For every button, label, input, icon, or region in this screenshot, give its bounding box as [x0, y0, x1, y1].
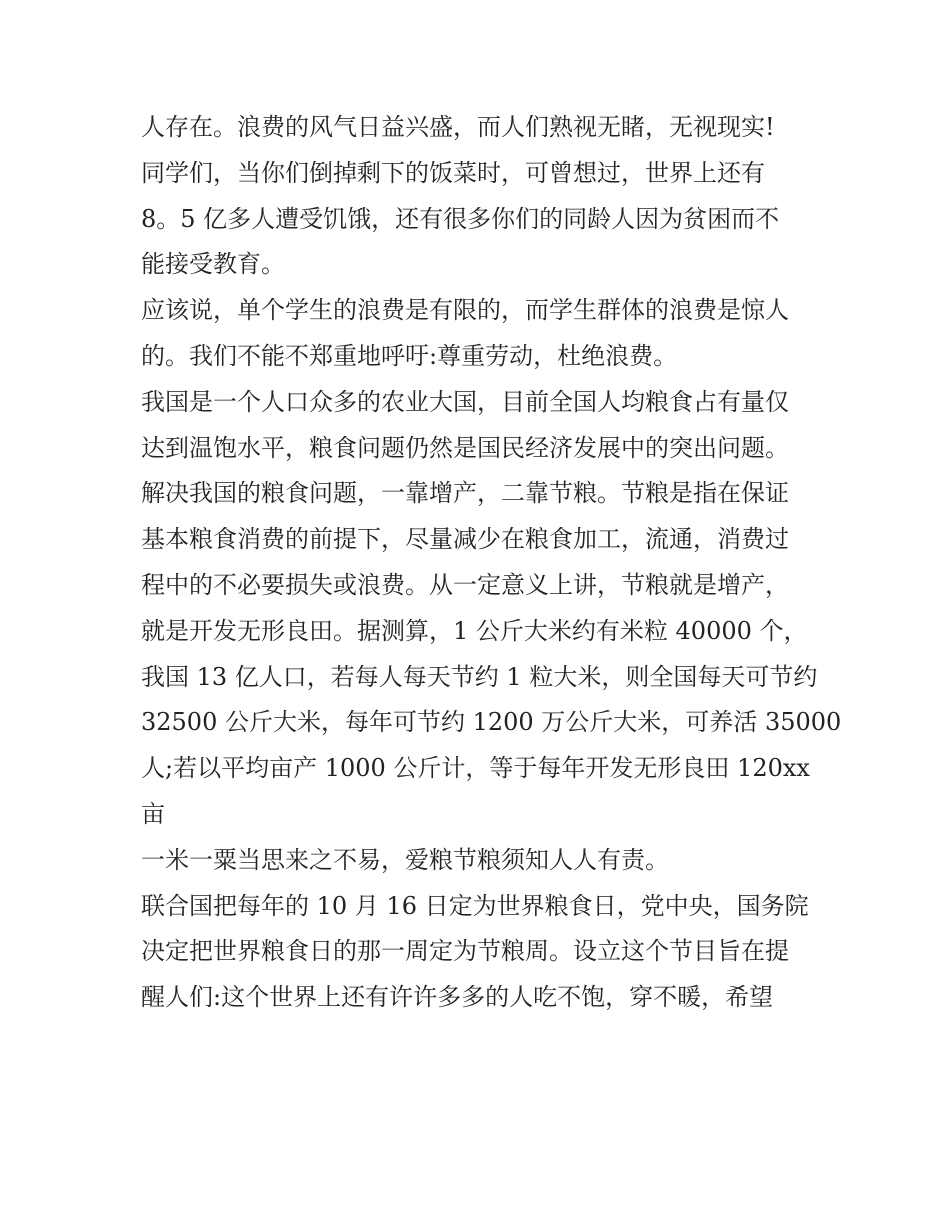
- text-line: 能接受教育。: [141, 250, 285, 279]
- text-line: 程中的不必要损失或浪费。从一定意义上讲，节粮就是增产，: [141, 570, 789, 599]
- text-line: 人存在。浪费的风气日益兴盛，而人们熟视无睹，无视现实!: [141, 113, 775, 141]
- text-line: 醒人们:这个世界上还有许许多多的人吃不饱，穿不暖，希望: [141, 983, 774, 1012]
- text-line: 联合国把每年的 10 月 16 日定为世界粮食日，党中央，国务院: [141, 891, 809, 920]
- text-line: 应该说，单个学生的浪费是有限的，而学生群体的浪费是惊人: [141, 296, 789, 325]
- text-line: 人;若以平均亩产 1000 公斤计，等于每年开发无形良田 120xx: [141, 754, 810, 783]
- text-line: 基本粮食消费的前提下，尽量减少在粮食加工，流通，消费过: [141, 525, 789, 554]
- document-body: [141, 105, 842, 1021]
- text-line: 就是开发无形良田。据测算，1 公斤大米约有米粒 40000 个，: [141, 616, 808, 645]
- text-line: 我国是一个人口众多的农业大国，目前全国人均粮食占有量仅: [141, 387, 789, 416]
- text-line: 达到温饱水平，粮食问题仍然是国民经济发展中的突出问题。: [141, 433, 789, 462]
- text-line: 一米一粟当思来之不易，爱粮节粮须知人人有责。: [141, 845, 669, 874]
- text-line: 亩: [141, 799, 165, 828]
- text-line: 解决我国的粮食问题，一靠增产，二靠节粮。节粮是指在保证: [141, 479, 789, 508]
- text-line: 8。5 亿多人遭受饥饿，还有很多你们的同龄人因为贫困而不: [141, 204, 780, 233]
- text-line: 我国 13 亿人口，若每人每天节约 1 粒大米，则全国每天可节约: [141, 662, 818, 691]
- text-line: 的。我们不能不郑重地呼吁:尊重劳动，杜绝浪费。: [141, 341, 678, 370]
- text-line: 决定把世界粮食日的那一周定为节粮周。设立这个节目旨在提: [141, 937, 789, 966]
- text-line: 32500 公斤大米，每年可节约 1200 万公斤大米，可养活 35000: [141, 708, 842, 737]
- text-line: 同学们，当你们倒掉剩下的饭菜时，可曾想过，世界上还有: [141, 158, 765, 187]
